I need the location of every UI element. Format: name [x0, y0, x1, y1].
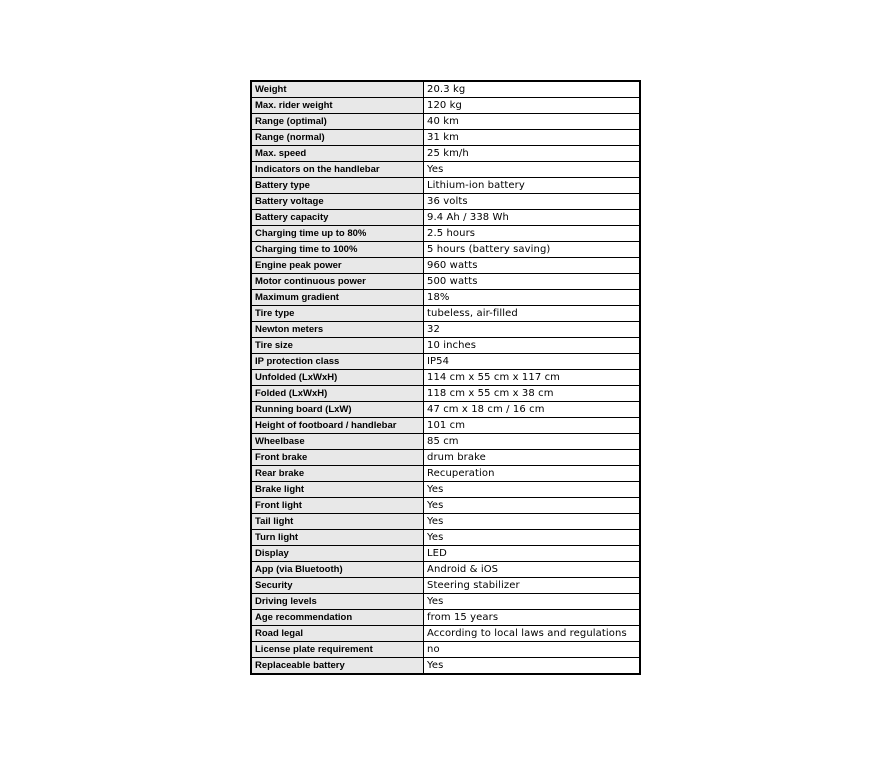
spec-value: Steering stabilizer	[424, 578, 641, 594]
spec-label: Brake light	[251, 482, 424, 498]
spec-value: 500 watts	[424, 274, 641, 290]
spec-label: Range (normal)	[251, 130, 424, 146]
spec-value: Yes	[424, 162, 641, 178]
spec-value: tubeless, air-filled	[424, 306, 641, 322]
spec-label: Display	[251, 546, 424, 562]
spec-value: LED	[424, 546, 641, 562]
table-row	[251, 322, 640, 338]
spec-value: 85 cm	[424, 434, 641, 450]
table-row	[251, 418, 640, 434]
spec-value: 101 cm	[424, 418, 641, 434]
spec-value: According to local laws and regulations	[424, 626, 641, 642]
table-row	[251, 578, 640, 594]
spec-table-body	[251, 81, 640, 674]
spec-value: Yes	[424, 658, 641, 675]
table-row	[251, 658, 640, 675]
spec-value: from 15 years	[424, 610, 641, 626]
spec-label: Max. speed	[251, 146, 424, 162]
table-row	[251, 482, 640, 498]
spec-value: Yes	[424, 594, 641, 610]
spec-label: Replaceable battery	[251, 658, 424, 675]
spec-label: Charging time to 100%	[251, 242, 424, 258]
spec-label: IP protection class	[251, 354, 424, 370]
spec-value: Recuperation	[424, 466, 641, 482]
table-row	[251, 194, 640, 210]
spec-value: no	[424, 642, 641, 658]
table-row	[251, 146, 640, 162]
spec-table	[250, 80, 641, 675]
spec-label: Max. rider weight	[251, 98, 424, 114]
table-row	[251, 594, 640, 610]
spec-value: 31 km	[424, 130, 641, 146]
spec-label: Turn light	[251, 530, 424, 546]
table-row	[251, 274, 640, 290]
spec-value: 118 cm x 55 cm x 38 cm	[424, 386, 641, 402]
spec-value: 9.4 Ah / 338 Wh	[424, 210, 641, 226]
spec-value: 18%	[424, 290, 641, 306]
table-row	[251, 162, 640, 178]
table-row	[251, 130, 640, 146]
spec-value: 25 km/h	[424, 146, 641, 162]
spec-label: Tire type	[251, 306, 424, 322]
table-row	[251, 642, 640, 658]
spec-label: Charging time up to 80%	[251, 226, 424, 242]
table-row	[251, 306, 640, 322]
spec-value: 10 inches	[424, 338, 641, 354]
spec-label: Battery type	[251, 178, 424, 194]
spec-value: 2.5 hours	[424, 226, 641, 242]
table-row	[251, 498, 640, 514]
table-row	[251, 466, 640, 482]
table-row	[251, 402, 640, 418]
spec-value: Yes	[424, 530, 641, 546]
spec-label: Engine peak power	[251, 258, 424, 274]
spec-value: IP54	[424, 354, 641, 370]
spec-value: Lithium-ion battery	[424, 178, 641, 194]
spec-label: Battery voltage	[251, 194, 424, 210]
table-row	[251, 290, 640, 306]
table-row	[251, 562, 640, 578]
spec-label: Unfolded (LxWxH)	[251, 370, 424, 386]
spec-label: App (via Bluetooth)	[251, 562, 424, 578]
spec-value: Yes	[424, 498, 641, 514]
table-row	[251, 114, 640, 130]
table-row	[251, 210, 640, 226]
table-row	[251, 386, 640, 402]
table-row	[251, 226, 640, 242]
spec-value: 5 hours (battery saving)	[424, 242, 641, 258]
table-row	[251, 338, 640, 354]
spec-label: Road legal	[251, 626, 424, 642]
table-row	[251, 530, 640, 546]
spec-label: Range (optimal)	[251, 114, 424, 130]
table-row	[251, 626, 640, 642]
table-row	[251, 354, 640, 370]
spec-value: Yes	[424, 514, 641, 530]
spec-label: Age recommendation	[251, 610, 424, 626]
table-row	[251, 610, 640, 626]
table-row	[251, 370, 640, 386]
spec-label: Newton meters	[251, 322, 424, 338]
table-row	[251, 450, 640, 466]
table-row	[251, 514, 640, 530]
spec-label: Height of footboard / handlebar	[251, 418, 424, 434]
spec-label: Driving levels	[251, 594, 424, 610]
spec-label: Wheelbase	[251, 434, 424, 450]
table-row	[251, 242, 640, 258]
spec-label: Motor continuous power	[251, 274, 424, 290]
spec-value: 120 kg	[424, 98, 641, 114]
spec-value: 20.3 kg	[424, 81, 641, 98]
table-row	[251, 178, 640, 194]
spec-label: Battery capacity	[251, 210, 424, 226]
table-row	[251, 258, 640, 274]
spec-label: Weight	[251, 81, 424, 98]
spec-value: 32	[424, 322, 641, 338]
spec-value: drum brake	[424, 450, 641, 466]
spec-label: Maximum gradient	[251, 290, 424, 306]
table-row	[251, 81, 640, 98]
table-row	[251, 434, 640, 450]
spec-value: 36 volts	[424, 194, 641, 210]
spec-label: Tail light	[251, 514, 424, 530]
spec-label: Rear brake	[251, 466, 424, 482]
spec-label: Front light	[251, 498, 424, 514]
spec-value: Android & iOS	[424, 562, 641, 578]
spec-value: 114 cm x 55 cm x 117 cm	[424, 370, 641, 386]
spec-label: Folded (LxWxH)	[251, 386, 424, 402]
table-row	[251, 546, 640, 562]
table-row	[251, 98, 640, 114]
spec-label: Indicators on the handlebar	[251, 162, 424, 178]
spec-value: 40 km	[424, 114, 641, 130]
spec-label: Front brake	[251, 450, 424, 466]
spec-value: 47 cm x 18 cm / 16 cm	[424, 402, 641, 418]
spec-label: Security	[251, 578, 424, 594]
spec-label: License plate requirement	[251, 642, 424, 658]
spec-label: Tire size	[251, 338, 424, 354]
spec-label: Running board (LxW)	[251, 402, 424, 418]
spec-value: Yes	[424, 482, 641, 498]
spec-value: 960 watts	[424, 258, 641, 274]
